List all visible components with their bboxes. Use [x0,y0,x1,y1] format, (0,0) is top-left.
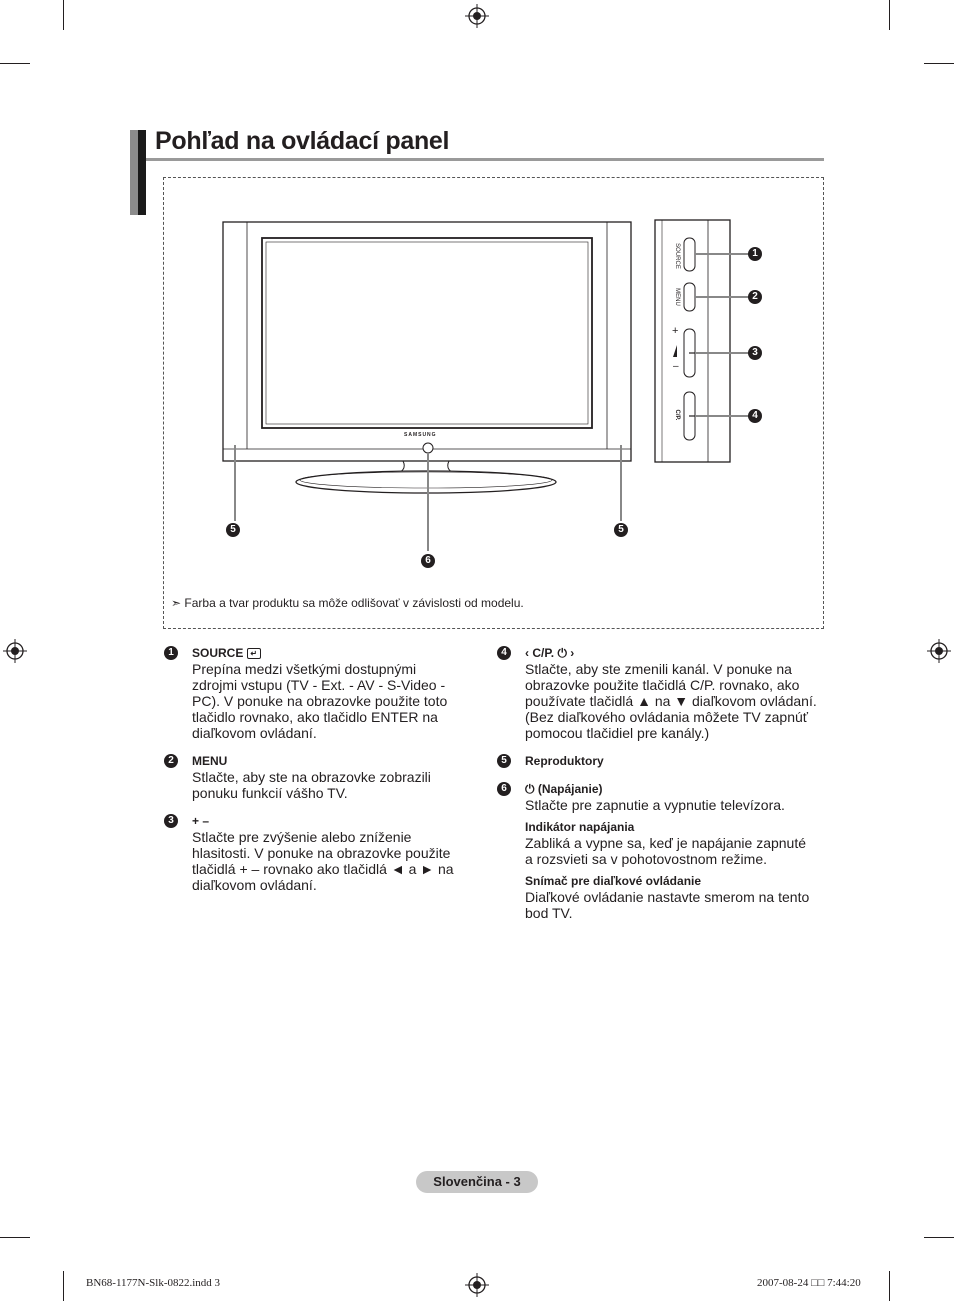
crop-mark [0,63,30,64]
item-text: Stlačte pre zapnutie a vypnutie televízora. [525,797,785,813]
item-number: 2 [164,754,178,768]
power-icon: ⏻ › [554,646,575,660]
crop-mark [63,1271,64,1301]
crop-mark [889,0,890,30]
list-item [497,646,817,741]
page-title: Pohľad na ovládací panel [155,127,450,155]
callout-4: 4 [748,409,762,423]
note-arrow-icon: ➣ [171,596,185,610]
item-text: Prepína medzi všetkými dostupnými zdrojmi vstupu (TV - Ext. - AV - S-Video - PC). V ponuke na obrazovke použite toto tlačidlo rovnako, ako tlačidlo ENTER na diaľkovom ovládaní. [192,661,448,741]
note-text: Farba a tvar produktu sa môže odlišovať v závislosti od modelu. [184,596,524,610]
callout-6: 6 [421,554,435,568]
panel-plus-label: + [672,325,679,337]
title-accent-bar-inner [138,130,146,215]
list-item [164,754,464,801]
crop-mark [924,1237,954,1238]
crop-mark [924,63,954,64]
sub-text: Zabliká a vypne sa, keď je napájanie zapnuté a rozsvieti sa v pohotovostnom režime. [525,835,807,867]
enter-icon: ↵ [247,648,261,659]
chevron-left-icon: ‹ [525,646,533,660]
title-rule [146,158,824,161]
tv-illustration [163,177,824,587]
item-heading: Reproduktory [525,754,604,768]
crop-mark [63,0,64,30]
panel-minus-label: – [673,361,679,372]
item-number: 6 [497,782,511,796]
callout-1: 1 [748,247,762,261]
list-item [164,814,464,893]
item-heading: ‹ C/P. ⏻ › [525,646,575,660]
footer-file-info: BN68-1177N-Slk-0822.indd 3 [86,1277,221,1289]
page-number: Slovenčina - 3 [416,1171,538,1193]
description-column-left [164,646,464,906]
panel-cp-label: C/P. [674,409,680,421]
item-heading: MENU [192,754,228,768]
sub-text: Diaľkové ovládanie nastavte smerom na tento bod TV. [525,889,810,921]
panel-source-label: SOURCE [674,243,680,269]
registration-mark-icon [465,4,489,28]
callout-5-right: 5 [614,523,628,537]
item-text: Stlačte, aby ste na obrazovke zobrazili ponuku funkcií vášho TV. [192,769,431,801]
callout-5-left: 5 [226,523,240,537]
item-number: 3 [164,814,178,828]
callout-3: 3 [748,346,762,360]
crop-mark [0,1237,30,1238]
callout-2: 2 [748,290,762,304]
list-item [164,646,464,741]
list-item [497,782,817,921]
crop-mark [889,1271,890,1301]
registration-mark-icon [927,639,951,663]
item-heading: + – [192,814,210,828]
item-number: 1 [164,646,178,660]
sub-heading: Snímač pre diaľkové ovládanie [525,874,702,888]
item-heading: ⏻ (Napájanie) [525,782,603,796]
registration-mark-icon [465,1273,489,1297]
sub-heading: Indikátor napájania [525,820,635,834]
item-text: Stlačte, aby ste zmenili kanál. V ponuke na obrazovke použite tlačidlá C/P. rovnako, ako používate tlačidlá ▲ na ▼ diaľkovom ovládaní. (Bez diaľkového ovládania môžete TV zapnúť pomocou tlačidiel pre kanály.) [525,661,817,741]
power-icon: ⏻ [525,782,538,796]
item-heading: SOURCE ↵ [192,646,464,661]
item-text: Stlačte pre zvýšenie alebo zníženie hlasitosti. V ponuke na obrazovke použite tlačidlá + – rovnako ako tlačidlá ◄ a ► na diaľkovom ovládaní. [192,829,454,893]
item-number: 4 [497,646,511,660]
panel-menu-label: MENU [674,288,680,306]
figure-note [171,596,524,610]
footer-timestamp: 2007-08-24 □□ 7:44:20 [757,1277,861,1289]
registration-mark-icon [3,639,27,663]
item-number: 5 [497,754,511,768]
list-item [497,754,817,769]
description-column-right [497,646,817,934]
tv-brand-label: SAMSUNG [404,432,437,438]
